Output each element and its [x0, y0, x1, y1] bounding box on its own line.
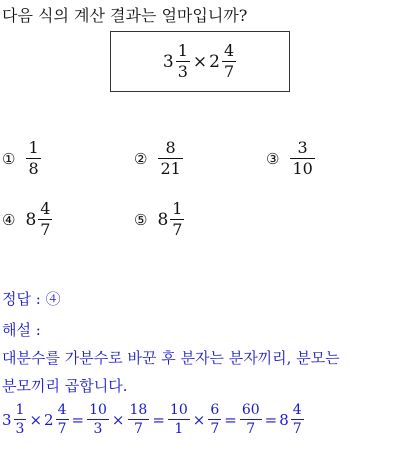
- numerator: 3: [297, 138, 308, 157]
- option-marker: ⑤: [134, 210, 148, 229]
- numerator: 1: [172, 199, 183, 218]
- denominator: 7: [172, 220, 183, 239]
- option-4[interactable]: [2, 201, 53, 238]
- denominator: 7: [210, 421, 220, 437]
- solution-equation: [2, 403, 305, 436]
- denominator: 1: [174, 421, 184, 437]
- numerator: 18: [129, 402, 148, 418]
- option-3[interactable]: [266, 140, 316, 177]
- denominator: 7: [133, 421, 143, 437]
- whole-number: 8: [279, 410, 289, 429]
- equals-sign: =: [224, 410, 237, 429]
- numerator: 6: [210, 402, 220, 418]
- fraction: [290, 140, 314, 177]
- denominator: 10: [292, 159, 313, 178]
- numerator: 1: [177, 41, 188, 60]
- numerator: 4: [292, 402, 302, 418]
- expression: [163, 43, 237, 80]
- numerator: 10: [169, 402, 188, 418]
- fraction: [128, 403, 150, 436]
- denominator: 3: [93, 421, 103, 437]
- explanation-label: 해설 :: [2, 321, 41, 339]
- times-sign: ×: [192, 410, 206, 429]
- numerator: 10: [89, 402, 107, 418]
- option-2[interactable]: [134, 140, 184, 177]
- numerator: 60: [241, 402, 260, 418]
- question-text: 다음 식의 계산 결과는 얼마입니까?: [2, 6, 248, 25]
- numerator: 8: [165, 138, 176, 157]
- explanation-line-2: 분모끼리 곱합니다.: [2, 377, 128, 395]
- denominator: 7: [292, 421, 302, 437]
- denominator: 3: [177, 62, 188, 81]
- denominator: 7: [223, 62, 235, 81]
- fraction: [240, 403, 262, 436]
- fraction: [38, 201, 52, 238]
- option-marker: ①: [2, 149, 16, 168]
- expression-box: [110, 31, 290, 92]
- numerator: 4: [57, 402, 67, 418]
- option-marker: ③: [266, 149, 280, 168]
- fraction: [26, 140, 40, 177]
- option-5[interactable]: [134, 201, 185, 238]
- times-sign: ×: [111, 410, 125, 429]
- whole-number: 8: [25, 209, 37, 230]
- fraction: [14, 403, 27, 436]
- whole-number: 8: [157, 209, 169, 230]
- fraction: [208, 403, 221, 436]
- equals-sign: =: [264, 410, 278, 429]
- option-marker: ②: [134, 149, 148, 168]
- fraction: [222, 43, 236, 80]
- whole-number: 2: [209, 51, 220, 72]
- denominator: 7: [57, 421, 67, 437]
- fraction: [158, 140, 182, 177]
- numerator: 1: [15, 402, 25, 418]
- whole-number: 3: [2, 410, 12, 429]
- numerator: 4: [223, 41, 235, 60]
- option-1[interactable]: [2, 140, 42, 177]
- option-marker: ④: [2, 210, 16, 229]
- denominator: 21: [160, 159, 181, 178]
- answer-text: 정답 : ④: [2, 290, 61, 308]
- whole-number: 2: [44, 410, 54, 429]
- fraction: [170, 201, 184, 238]
- numerator: 4: [40, 199, 51, 218]
- fraction: [168, 403, 190, 436]
- fraction: [87, 403, 109, 436]
- times-sign: ×: [29, 410, 43, 429]
- fraction: [176, 43, 190, 80]
- numerator: 1: [28, 138, 39, 157]
- fraction: [291, 403, 304, 436]
- denominator: 3: [15, 421, 25, 437]
- fraction: [56, 403, 69, 436]
- denominator: 8: [28, 159, 39, 178]
- times-sign: ×: [192, 51, 208, 72]
- equals-sign: =: [152, 410, 165, 429]
- denominator: 7: [246, 421, 256, 437]
- whole-number: 3: [162, 51, 174, 72]
- equals-sign: =: [71, 410, 85, 429]
- explanation-line-1: 대분수를 가분수로 바꾼 후 분자는 분자끼리, 분모는: [2, 349, 340, 367]
- denominator: 7: [40, 220, 51, 239]
